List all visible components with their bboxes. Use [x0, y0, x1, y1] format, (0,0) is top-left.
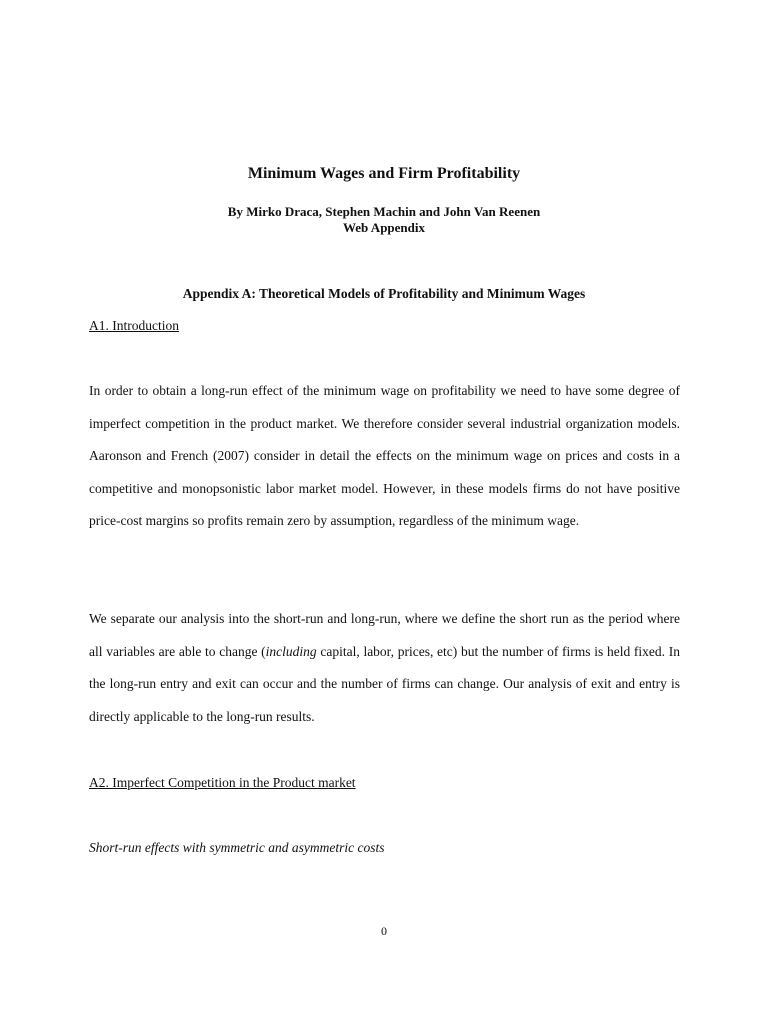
paper-title: Minimum Wages and Firm Profitability [247, 165, 521, 182]
section-heading-a2: A2. Imperfect Competition in the Product market [89, 775, 356, 790]
paragraph-text-after: capital, labor, prices, etc) but the number of firms is held fixed. In the long-run entry and exit can occur and the number of firms can change. Our analysis of exit and entry is directly applicable to the long-run results. [89, 643, 680, 724]
appendix-heading: Appendix A: Theoretical Models of Profitability and Minimum Wages [182, 286, 586, 301]
section-heading-a1: A1. Introduction [89, 318, 179, 333]
paragraph-emphasis: including [265, 643, 317, 659]
authors-line: By Mirko Draca, Stephen Machin and John Van Reenen [227, 204, 541, 219]
web-appendix-label: Web Appendix [342, 220, 425, 235]
paragraph-introduction-1: In order to obtain a long-run effect of the minimum wage on profitability we need to have some degree of imperfect competition in the product market. We therefore consider several industrial organization models. Aaronson and French (2007) consider in detail the effects on the minimum wage on prices and costs in a competitive and monopsonistic labor market model. However, in these models firms do not have positive price-cost margins so profits remain zero by assumption, regardless of the minimum wage. [89, 383, 680, 529]
paragraph-text-before: We separate our analysis into the short-run and long-run, where we define the short run as the period where all variables are able to change ( [89, 611, 680, 659]
subsection-heading: Short-run effects with symmetric and asymmetric costs [89, 840, 385, 855]
paragraph-introduction-2 [89, 603, 680, 733]
page-number: 0 [381, 924, 387, 938]
author-block [0, 204, 768, 236]
